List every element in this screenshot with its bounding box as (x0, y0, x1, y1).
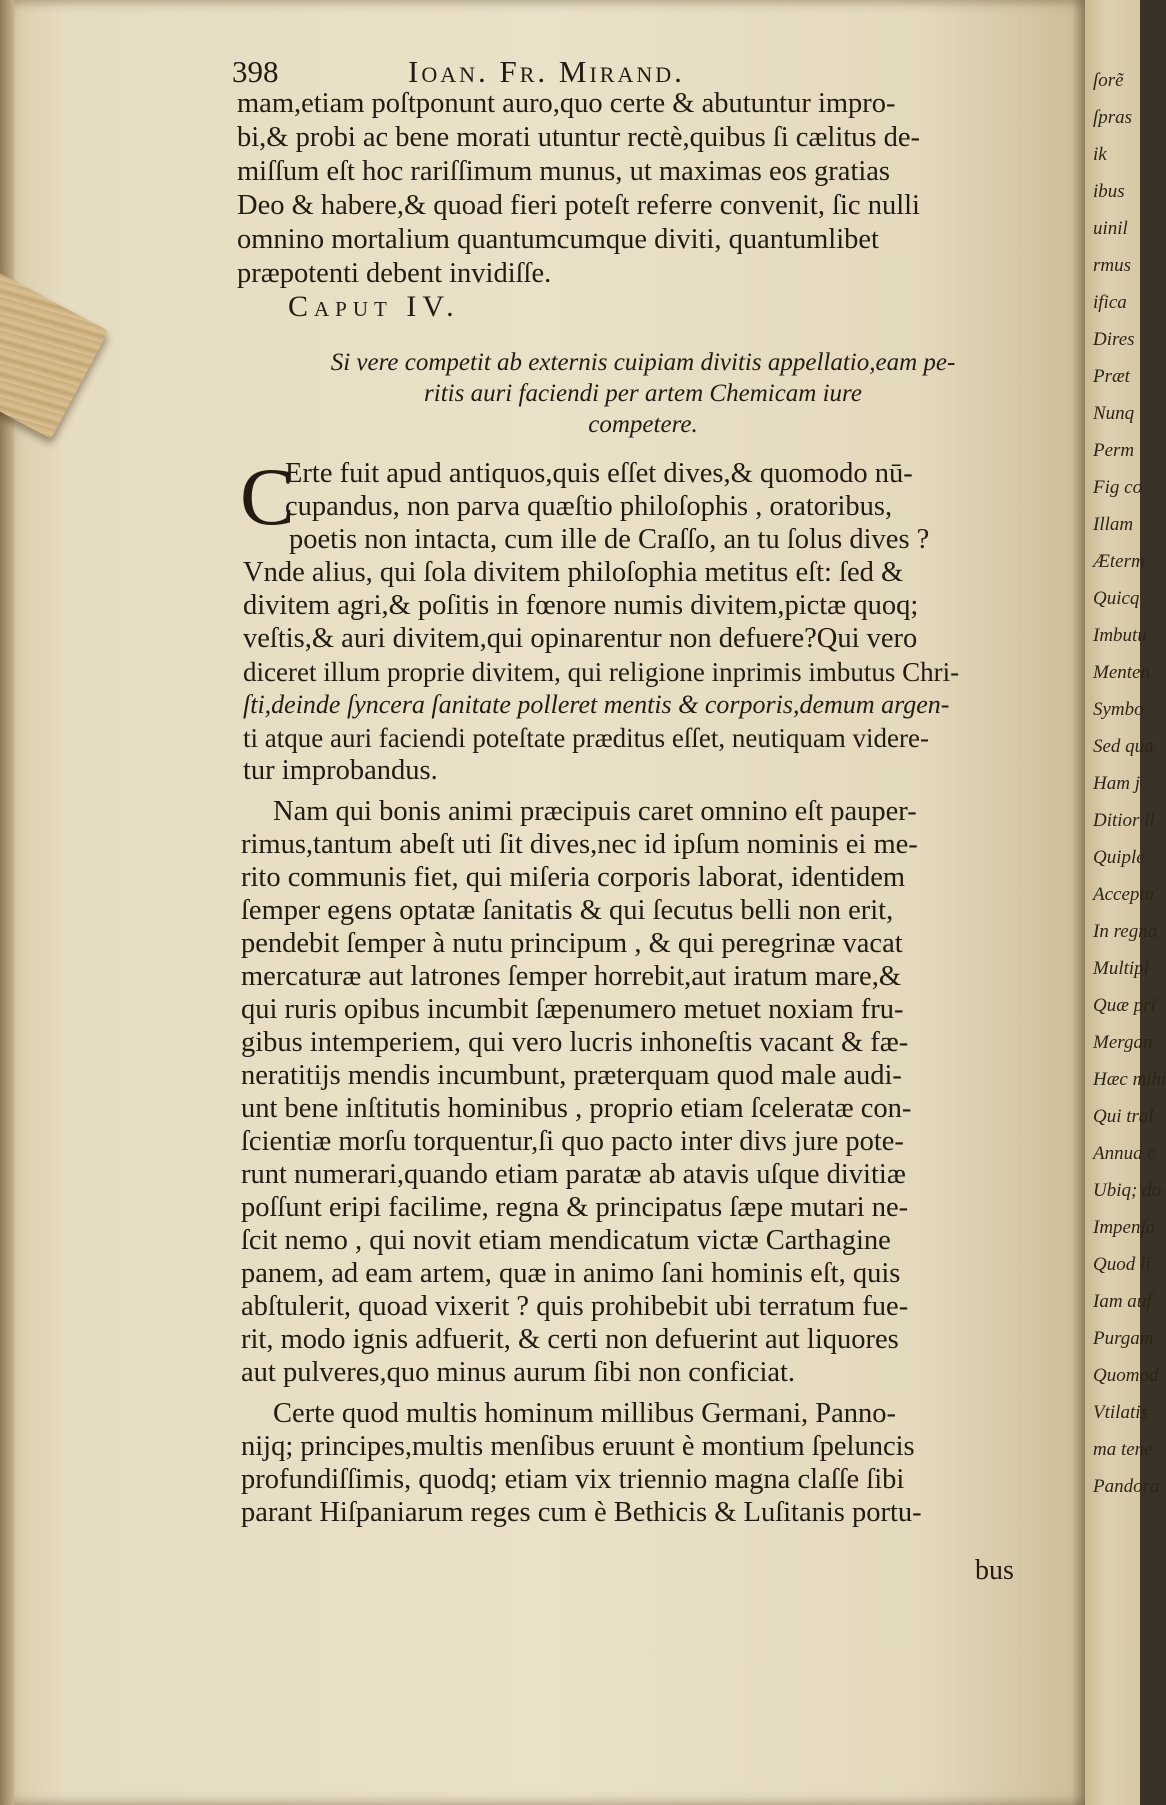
text-line: rit, modo ignis adfuerit, & certi non defuerint aut liquores (241, 1324, 899, 1355)
page-number: 398 (232, 54, 279, 89)
facing-page-word: Ubiq; do (1093, 1180, 1162, 1201)
text-line: Vnde alius, qui ſola divitem philoſophia metitus eſt: ſed & (243, 557, 904, 588)
text-line: qui ruris opibus incumbit ſæpenumero metuet noxiam fru- (241, 994, 904, 1025)
text-line: ti atque auri faciendi poteſtate præditus eſſet, neutiquam videre- (243, 723, 930, 753)
facing-page-word: Purgam (1093, 1328, 1154, 1349)
summary-line: ritis auri faciendi per artem Chemicam iure (424, 380, 862, 407)
text-line: Deo & habere,& quoad fieri poteſt referre convenit, ſic nulli (237, 190, 920, 221)
chapter-heading: Caput IV. (288, 290, 460, 323)
facing-page-margin (1085, 0, 1166, 1805)
facing-page-word: Symbo (1093, 699, 1144, 720)
facing-page-word: uinil (1093, 218, 1128, 239)
text-line: ſti,deinde ſyncera ſanitate polleret mentis & corporis,demum argen- (243, 690, 950, 719)
running-head: Ioan. Fr. Mirand. (408, 54, 685, 89)
facing-page-word: Iam auf (1093, 1291, 1152, 1312)
page-gutter (0, 0, 14, 1805)
text-line: rimus,tantum abeſt uti ſit dives,nec id ipſum nominis ei me- (241, 829, 918, 860)
chapter-summary (283, 347, 1003, 440)
text-line: miſſum eſt hoc rariſſimum munus, ut maximas eos gratias (237, 156, 891, 187)
facing-page-word: Quicq (1093, 588, 1140, 609)
text-line: ſcientiæ morſu torquentur,ſi quo pacto inter divs jure pote- (241, 1126, 904, 1157)
text-line: præpotenti debent invidiſſe. (237, 258, 552, 289)
text-line: cupandus, non parva quæſtio philoſophis , oratoribus, (285, 491, 893, 522)
facing-page-word: Quæ pri (1093, 995, 1156, 1016)
facing-page-word: ifica (1093, 292, 1127, 313)
facing-page-word: Pandora (1093, 1476, 1160, 1497)
text-line: mam,etiam poſtponunt auro,quo certe & abutuntur impro- (237, 88, 896, 119)
text-line: mercaturæ aut latrones ſemper horrebit,aut iratum mare,& (241, 961, 901, 992)
facing-page-word: Ditior il (1093, 810, 1155, 831)
wooden-bookmark (0, 252, 108, 439)
facing-page-word: Illam (1093, 514, 1134, 535)
text-line: ſcit nemo , qui novit etiam mendicatum victæ Carthagine (241, 1225, 891, 1256)
facing-page-word: ſorẽ (1093, 70, 1124, 91)
text-line: poetis non intacta, cum ille de Craſſo, an tu ſolus dives ? (289, 524, 930, 555)
text-line: Erte fuit apud antiquos,quis eſſet dives,& quomodo nū- (285, 458, 913, 489)
facing-page-word: Sed qua (1093, 736, 1154, 757)
facing-page-word: Dires (1093, 329, 1135, 350)
text-line: Nam qui bonis animi præcipuis caret omnino eſt pauper- (273, 796, 917, 827)
facing-page-word: ma tene (1093, 1439, 1153, 1460)
facing-page-word: Annua c (1093, 1143, 1156, 1164)
text-line: nijq; principes,multis menſibus eruunt è montium ſpeluncis (241, 1431, 915, 1462)
facing-page-word: Perm (1093, 440, 1135, 461)
facing-page-word: Fig co (1093, 477, 1143, 498)
text-line: divitem agri,& poſitis in fœnore numis divitem,pictæ quoq; (243, 590, 919, 621)
facing-page-word: In regna (1093, 921, 1158, 942)
text-line: ſemper egens optatæ ſanitatis & qui ſecutus belli non erit, (241, 895, 894, 926)
text-line: rito communis fiet, qui miſeria corporis laborat, identidem (241, 862, 906, 893)
text-line: veſtis,& auri divitem,qui opinarentur non defuere?Qui vero (243, 623, 918, 654)
text-line: aut pulveres,quo minus aurum ſibi non conficiat. (241, 1357, 796, 1388)
facing-page-word: Præt (1093, 366, 1130, 387)
facing-page-word: Ham j (1093, 773, 1140, 794)
facing-page-word: Qui tral (1093, 1106, 1154, 1127)
facing-page-word: Quomod (1093, 1365, 1159, 1386)
text-line: abſtulerit, quoad vixerit ? quis prohibebit ubi terratum fue- (241, 1291, 909, 1322)
facing-page-word: rmus (1093, 255, 1132, 276)
text-line: panem, ad eam artem, quæ in animo ſani hominis eſt, quis (241, 1258, 901, 1289)
text-line: profundiſſimis, quodq; etiam vix triennio magna claſſe ſibi (241, 1464, 905, 1495)
facing-page-word: Acceptu (1093, 884, 1155, 905)
text-line: unt bene inſtitutis hominibus , proprio etiam ſceleratæ con- (241, 1093, 912, 1124)
text-line: tur improbandus. (243, 755, 438, 786)
facing-page-word: Nunq (1093, 403, 1135, 424)
text-line: runt numerari,quando etiam paratæ ab atavis uſque divitiæ (241, 1159, 906, 1190)
summary-line: competere. (588, 411, 698, 438)
facing-page-word: Hæc mihi (1093, 1069, 1166, 1090)
text-line: parant Hiſpaniarum reges cum è Bethicis & Luſitanis portu- (241, 1497, 922, 1528)
facing-page-word: Imbutu (1093, 625, 1147, 646)
text-line: poſſunt eripi facilime, regna & principatus ſæpe mutari ne- (241, 1192, 909, 1223)
facing-page-word: ibus (1093, 181, 1125, 202)
drop-cap: C (240, 451, 295, 542)
facing-page-word: ik (1093, 144, 1107, 165)
facing-page-word: Impenſa (1093, 1217, 1156, 1238)
facing-page-word: Æterm (1093, 551, 1145, 572)
text-line: gibus intemperiem, qui vero lucris inhoneſtis vacant & fæ- (241, 1027, 909, 1058)
facing-page-word: Vtilatis (1093, 1402, 1148, 1423)
text-line: bi,& probi ac bene morati utuntur rectè,quibus ſi cælitus de- (237, 122, 921, 153)
facing-page-word: ſpras (1093, 107, 1133, 128)
text-line: Certe quod multis hominum millibus Germani, Panno- (273, 1398, 896, 1429)
text-line: neratitijs mendis incumbunt, præterquam quod male audi- (241, 1060, 902, 1091)
facing-page-word: Mergan (1093, 1032, 1153, 1053)
facing-page-word: Menten (1093, 662, 1150, 683)
summary-line: Si vere competit ab externis cuipiam divitis appellatio,eam pe- (330, 349, 956, 376)
page-header (232, 50, 822, 90)
text-line: omnino mortalium quantumcumque diviti, quantumlibet (237, 224, 879, 255)
facing-page-word: Quod li (1093, 1254, 1151, 1275)
text-line: pendebit ſemper à nutu principum , & qui peregrinæ vacat (241, 928, 903, 959)
text-line: diceret illum proprie divitem, qui religione inprimis imbutus Chri- (243, 657, 960, 687)
catchword: bus (975, 1555, 1014, 1586)
facing-page-word: Quiple (1093, 847, 1145, 868)
facing-page-word: Multipl (1093, 958, 1149, 979)
